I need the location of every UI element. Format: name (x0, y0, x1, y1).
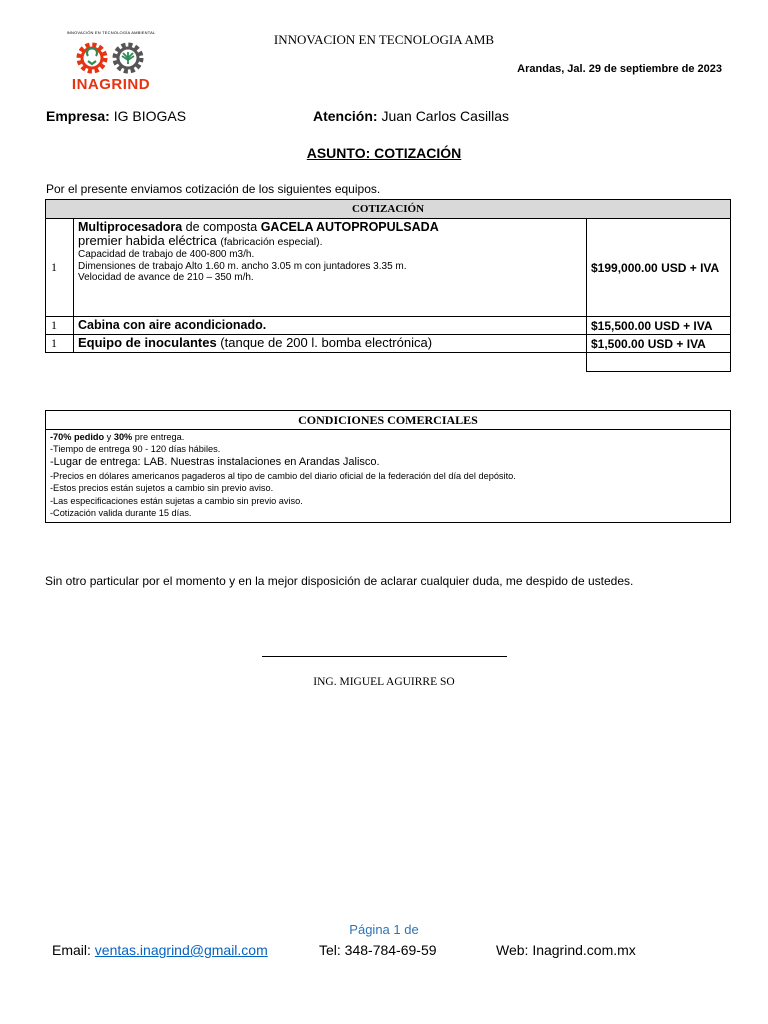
item-spec: Velocidad de avance de 210 – 350 m/h. (78, 272, 254, 284)
footer-web: Web: Inagrind.com.mx (496, 942, 636, 958)
item-name-mid: de composta (182, 220, 261, 234)
item-description (74, 317, 587, 335)
signature-line (262, 656, 507, 657)
conditions-table (45, 410, 731, 523)
signer-name: ING. MIGUEL AGUIRRE SO (313, 676, 455, 688)
item-description (74, 335, 587, 353)
total-cell (587, 353, 731, 372)
table-row (46, 335, 731, 353)
company-header: INNOVACION EN TECNOLOGIA AMB (273, 32, 495, 47)
page-number: Página 1 de (349, 922, 419, 937)
item-qty: 1 (46, 317, 74, 335)
atencion-label: Atención: (313, 108, 378, 124)
subject-heading: ASUNTO: COTIZACIÓN (306, 145, 462, 161)
item-description (74, 219, 587, 317)
empresa-label: Empresa: (46, 108, 110, 124)
condition-line: -Estos precios están sujetos a cambio sin previo aviso. (50, 483, 274, 494)
email-label: Email: (52, 942, 95, 958)
table-row (46, 317, 731, 335)
client-attention (313, 108, 509, 124)
quote-table (45, 199, 731, 372)
condition-line: -Precios en dólares americanos pagaderos al tipo de cambio del diario oficial de la federación del día del depósito. (50, 471, 516, 482)
quote-title: COTIZACIÓN (46, 200, 731, 219)
item-subtitle: premier habida eléctrica (78, 233, 221, 249)
item-name: Equipo de inoculantes (78, 335, 217, 351)
item-price: $1,500.00 USD + IVA (587, 335, 731, 353)
empty-cell (74, 353, 587, 372)
condition-line (50, 431, 726, 443)
condition-line: -Cotización valida durante 15 días. (50, 507, 192, 518)
condition-delivery: -Lugar de entrega: LAB. Nuestras instalaciones en Arandas Jalisco. (50, 456, 380, 469)
item-price: $199,000.00 USD + IVA (587, 219, 731, 317)
closing-text: Sin otro particular por el momento y en la mejor disposición de aclarar cualquier duda, me despido de ustedes. (45, 574, 634, 588)
item-price: $15,500.00 USD + IVA (587, 317, 731, 335)
condition-advance: -70% pedido (50, 432, 105, 442)
footer-phone: Tel: 348-784-69-59 (319, 942, 437, 958)
item-qty: 1 (46, 219, 74, 317)
conditions-title: CONDICIONES COMERCIALES (46, 411, 731, 430)
intro-text: Por el presente enviamos cotización de los siguientes equipos. (46, 182, 381, 196)
quote-header-row (46, 200, 731, 219)
item-subtitle-note: (fabricación especial). (220, 236, 323, 249)
atencion-value: Juan Carlos Casillas (381, 108, 510, 124)
condition-line: -Tiempo de entrega 90 - 120 días hábiles. (50, 444, 221, 455)
condition-line: -Las especificaciones están sujetas a cambio sin previo aviso. (50, 495, 303, 506)
table-row-total (46, 353, 731, 372)
condition-connector: y (104, 432, 114, 442)
condition-balance-text: pre entrega. (132, 432, 185, 442)
condition-balance: 30% (113, 432, 133, 442)
condition-line (50, 455, 726, 470)
item-name-model: GACELA AUTOPROPULSADA (260, 220, 439, 234)
item-name-detail: (tanque de 200 l. bomba electrónica) (216, 335, 433, 351)
table-row (46, 219, 731, 317)
item-spec: Dimensiones de trabajo Alto 1.60 m. ancho 3.05 m con juntadores 3.35 m. (78, 260, 407, 272)
footer-email (52, 942, 268, 958)
conditions-body (46, 430, 731, 523)
empresa-value: IG BIOGAS (113, 108, 187, 124)
client-company (46, 108, 186, 124)
empty-cell (46, 353, 74, 372)
logo-brand: INAGRIND (71, 76, 151, 93)
date-line: Arandas, Jal. 29 de septiembre de 2023 (517, 63, 722, 75)
item-spec: Capacidad de trabajo de 400-800 m3/h. (78, 249, 255, 261)
item-name: Multiprocesadora (78, 220, 183, 234)
email-link[interactable]: ventas.inagrind@gmail.com (94, 942, 268, 958)
logo-tagline: INNOVACIÓN EN TECNOLOGÍA AMBIENTAL (66, 30, 156, 35)
item-qty: 1 (46, 335, 74, 353)
item-name: Cabina con aire acondicionado. (78, 318, 267, 333)
